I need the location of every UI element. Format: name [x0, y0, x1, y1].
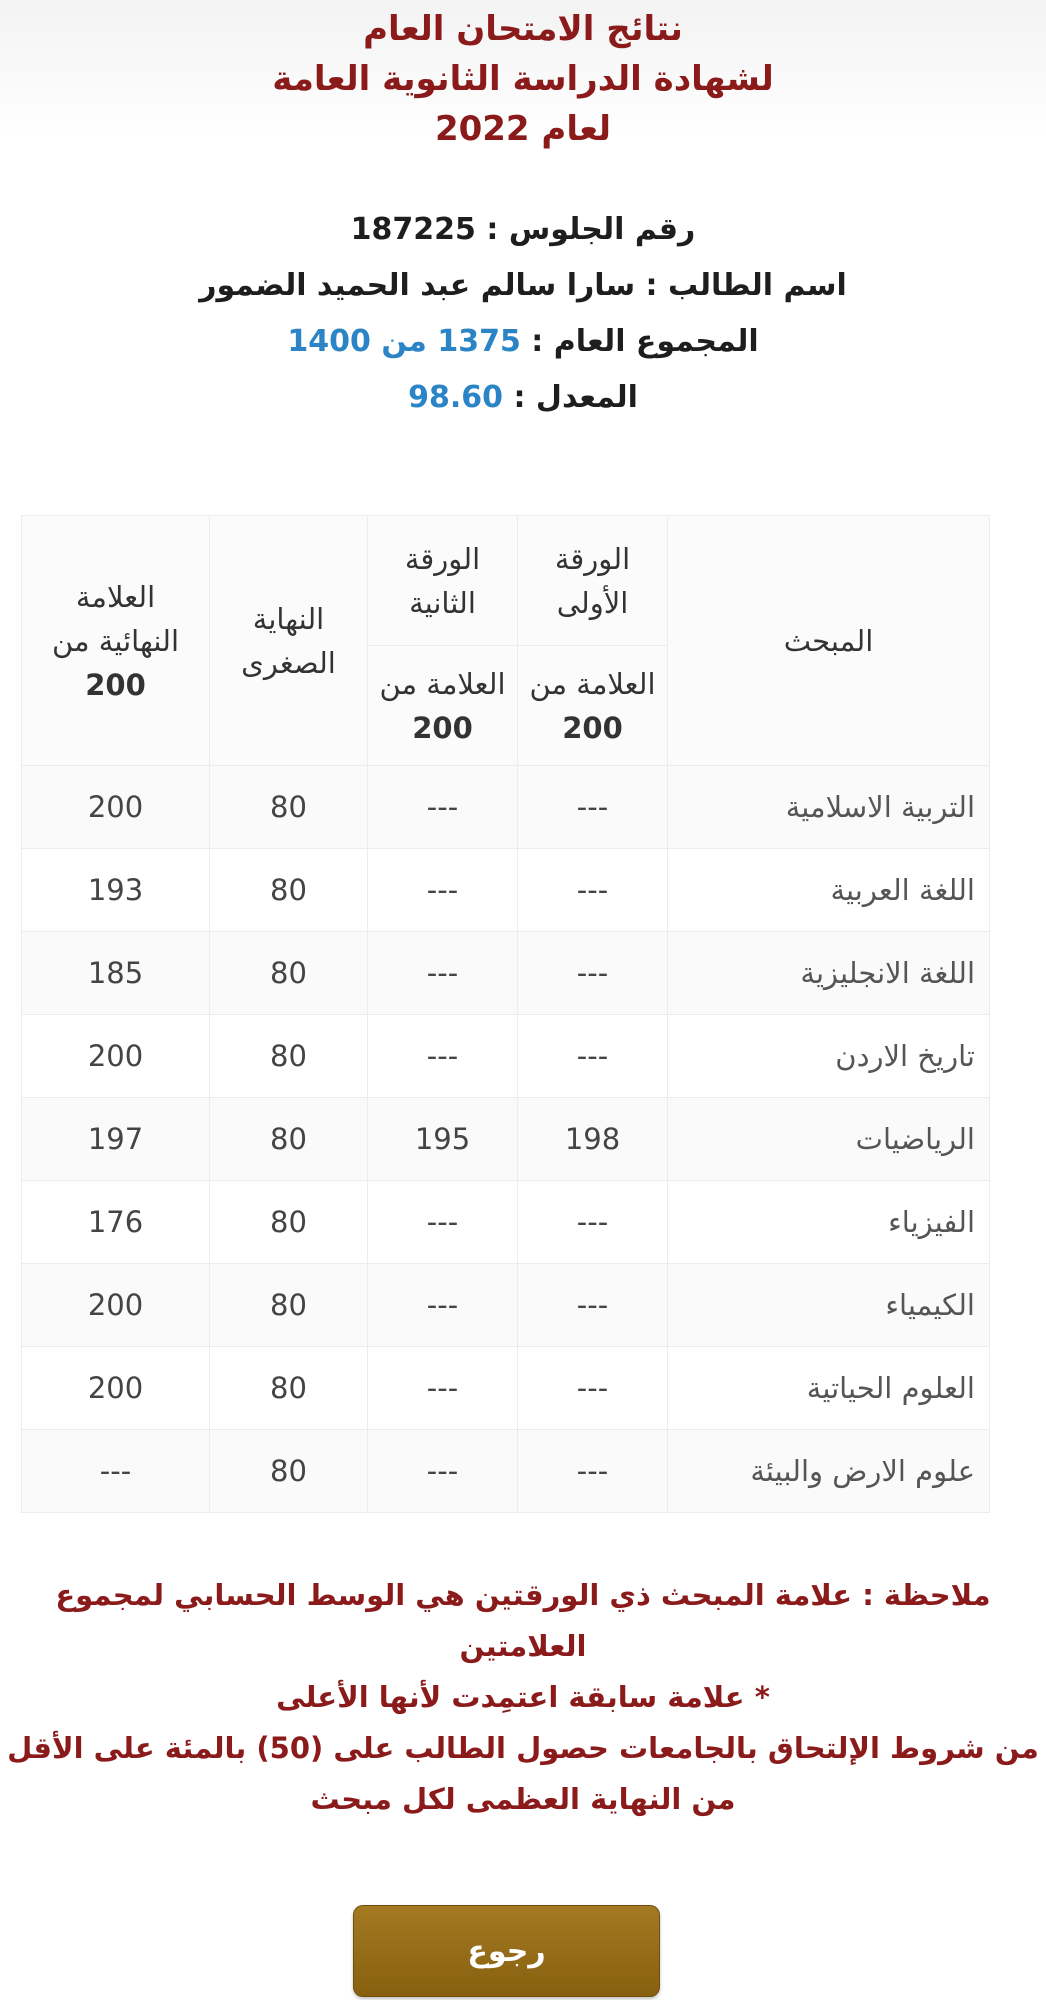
- header-final-line1: العلامة: [75, 579, 156, 614]
- table-row: [22, 1098, 990, 1181]
- final-cell: 185: [22, 932, 210, 1015]
- header-paper2: [368, 516, 518, 646]
- table-row: [22, 849, 990, 932]
- table-row: [22, 1430, 990, 1513]
- paper1-cell: ---: [518, 1015, 668, 1098]
- table-row: [22, 1264, 990, 1347]
- subject-cell: الكيمياء: [668, 1264, 990, 1347]
- paper2-cell: ---: [368, 849, 518, 932]
- total-row: [0, 314, 1046, 370]
- notes-section: [0, 1570, 1046, 1825]
- note-average: ملاحظة : علامة المبحث ذي الورقتين هي الوسط الحسابي لمجموع: [55, 1578, 991, 1612]
- note-university: من شروط الإلتحاق بالجامعات حصول الطالب على (50) بالمئة على الأقل: [7, 1731, 1039, 1765]
- min-cell: 80: [210, 1098, 368, 1181]
- header-paper1-line1: الورقة: [554, 541, 631, 576]
- min-cell: 80: [210, 766, 368, 849]
- header-min-line2: الصغرى: [241, 645, 336, 680]
- header-paper2-sub: [368, 646, 518, 766]
- final-cell: 200: [22, 1347, 210, 1430]
- seat-number-label: رقم الجلوس :: [486, 212, 696, 247]
- header-paper2-max: 200: [412, 710, 473, 745]
- average-label: المعدل :: [513, 380, 638, 415]
- total-value: 1375: [437, 324, 521, 359]
- total-max: 1400: [287, 324, 371, 359]
- subject-cell: علوم الارض والبيئة: [668, 1430, 990, 1513]
- seat-number-value: 187225: [350, 212, 476, 247]
- total-label: المجموع العام :: [531, 324, 759, 359]
- header-paper2-line2: الثانية: [409, 585, 476, 620]
- final-cell: 200: [22, 1264, 210, 1347]
- page-title: نتائج الامتحان العام: [363, 9, 683, 49]
- paper1-cell: ---: [518, 1430, 668, 1513]
- table-row: [22, 1347, 990, 1430]
- min-cell: 80: [210, 1347, 368, 1430]
- subject-cell: العلوم الحياتية: [668, 1347, 990, 1430]
- paper1-cell: ---: [518, 1181, 668, 1264]
- page-header: [0, 0, 1046, 154]
- exam-year: لعام 2022: [434, 109, 612, 149]
- student-name-value: سارا سالم عبد الحميد الضمور: [199, 268, 636, 303]
- header-min: [210, 516, 368, 766]
- subject-cell: تاريخ الاردن: [668, 1015, 990, 1098]
- final-cell: 200: [22, 766, 210, 849]
- header-paper1-sub-label: العلامة من: [529, 666, 656, 701]
- final-cell: 176: [22, 1181, 210, 1264]
- header-final-line2: النهائية من: [51, 623, 180, 658]
- header-paper1-line2: الأولى: [556, 585, 629, 620]
- table-row: [22, 1181, 990, 1264]
- paper2-cell: ---: [368, 766, 518, 849]
- subject-cell: التربية الاسلامية: [668, 766, 990, 849]
- paper1-cell: ---: [518, 1264, 668, 1347]
- note-average-cont: العلامتين: [459, 1629, 587, 1663]
- header-paper2-sub-label: العلامة من: [379, 666, 506, 701]
- note-university-cont: من النهاية العظمى لكل مبحث: [310, 1782, 736, 1816]
- paper2-cell: 195: [368, 1098, 518, 1181]
- header-paper2-line1: الورقة: [404, 541, 481, 576]
- final-cell: ---: [22, 1430, 210, 1513]
- student-name-row: [0, 258, 1046, 314]
- seat-number-row: [0, 202, 1046, 258]
- paper2-cell: ---: [368, 932, 518, 1015]
- paper2-cell: ---: [368, 1181, 518, 1264]
- table-row: [22, 1015, 990, 1098]
- final-cell: 197: [22, 1098, 210, 1181]
- paper1-cell: ---: [518, 1347, 668, 1430]
- total-of: من: [381, 324, 427, 359]
- paper2-cell: ---: [368, 1347, 518, 1430]
- results-table: [21, 515, 990, 1513]
- header-paper1-sub: [518, 646, 668, 766]
- header-paper1: [518, 516, 668, 646]
- header-subject: المبحث: [668, 516, 990, 766]
- min-cell: 80: [210, 1264, 368, 1347]
- table-row: [22, 766, 990, 849]
- paper1-cell: ---: [518, 932, 668, 1015]
- paper2-cell: ---: [368, 1015, 518, 1098]
- final-cell: 200: [22, 1015, 210, 1098]
- subject-cell: اللغة الانجليزية: [668, 932, 990, 1015]
- min-cell: 80: [210, 932, 368, 1015]
- paper2-cell: ---: [368, 1430, 518, 1513]
- note-previous-mark: * علامة سابقة اعتمِدت لأنها الأعلى: [276, 1680, 770, 1714]
- min-cell: 80: [210, 849, 368, 932]
- paper1-cell: 198: [518, 1098, 668, 1181]
- paper1-cell: ---: [518, 766, 668, 849]
- min-cell: 80: [210, 1181, 368, 1264]
- min-cell: 80: [210, 1430, 368, 1513]
- header-final-max: 200: [85, 667, 146, 702]
- back-button[interactable]: رجوع: [353, 1905, 660, 1997]
- paper1-cell: ---: [518, 849, 668, 932]
- subject-cell: الفيزياء: [668, 1181, 990, 1264]
- student-info: [0, 202, 1046, 426]
- header-min-line1: النهاية: [252, 601, 325, 636]
- header-final: [22, 516, 210, 766]
- header-paper1-max: 200: [562, 710, 623, 745]
- results-table-container: [22, 515, 990, 1513]
- table-row: [22, 932, 990, 1015]
- student-name-label: اسم الطالب :: [645, 268, 847, 303]
- final-cell: 193: [22, 849, 210, 932]
- average-value: 98.60: [408, 380, 504, 415]
- subject-cell: اللغة العربية: [668, 849, 990, 932]
- paper2-cell: ---: [368, 1264, 518, 1347]
- average-row: [0, 370, 1046, 426]
- page-subtitle: لشهادة الدراسة الثانوية العامة: [272, 59, 774, 99]
- subject-cell: الرياضيات: [668, 1098, 990, 1181]
- min-cell: 80: [210, 1015, 368, 1098]
